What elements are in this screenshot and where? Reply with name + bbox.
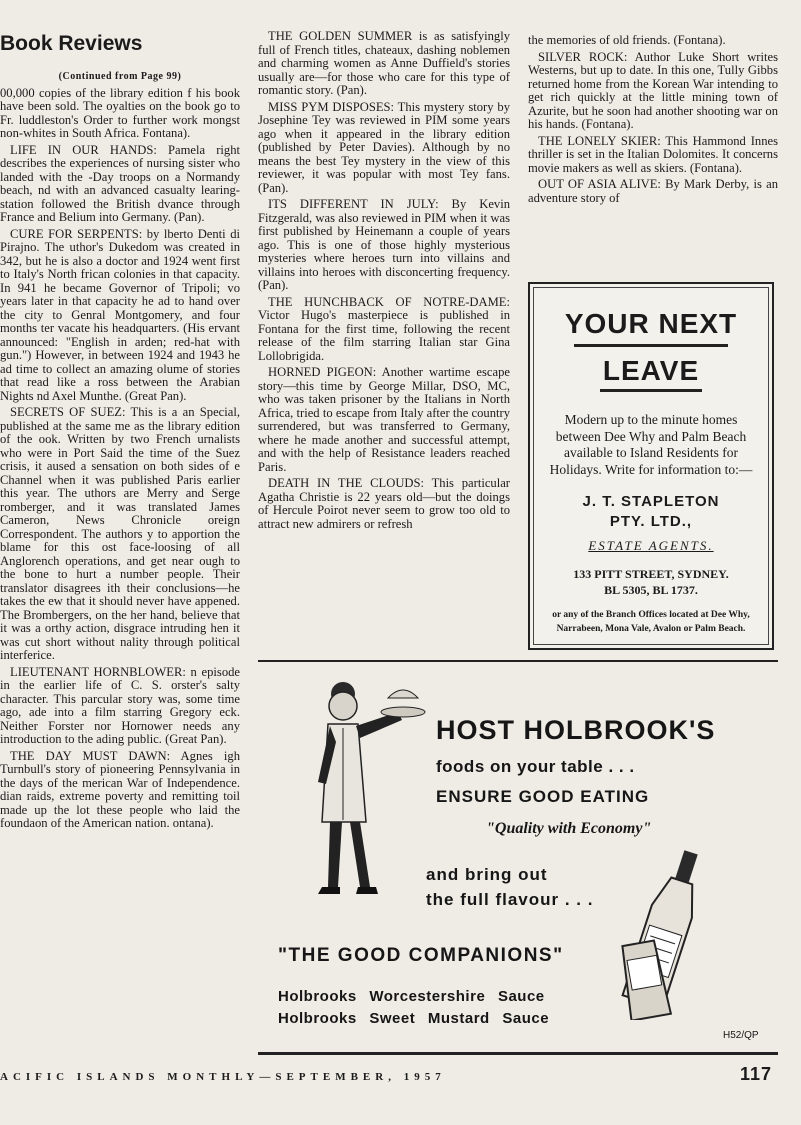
ad-company bbox=[530, 492, 772, 532]
review-paragraph: DEATH IN THE CLOUDS: This particular Agatha Christie is 22 years old—but the doings of Hercule Poirot never seem to grow too old to attract new admirers or refresh bbox=[258, 476, 510, 531]
ad-rule bbox=[574, 344, 728, 347]
waiter-illustration bbox=[308, 672, 438, 912]
review-paragraph: MISS PYM DISPOSES: This mystery story by Josephine Tey was reviewed in PIM some years ago when it appeared in the library edition (published by Peter Davies). Although by no means the best Tey mystery in the view of this reviewer, it was popular with most Tey fans. (Pan). bbox=[258, 99, 510, 195]
ad-agents: ESTATE AGENTS. bbox=[588, 538, 714, 553]
ad-branches: or any of the Branch Offices located at Dee Why, Narrabeen, Mona Vale, Avalon or Palm Beach. bbox=[552, 610, 750, 634]
ad-rule bbox=[600, 389, 702, 392]
ad-street: 133 PITT STREET, SYDNEY. bbox=[573, 567, 729, 581]
review-paragraph: the memories of old friends. (Fontana). bbox=[528, 33, 726, 47]
review-column-2 bbox=[258, 30, 510, 534]
review-paragraph: THE DAY MUST DAWN: Agnes igh Turnbull's story of pioneering Pennsylvania in the days of the merican War of Independence. dian raids, extreme poverty and remitting toil made up the lot these people who laid the foundaon of the American nation. ontana). bbox=[0, 748, 240, 830]
review-paragraph: THE GOLDEN SUMMER is as satisfyingly full of French titles, chateaux, dashing noblemen and charming women as Anne Duffield's stories usually are—for those who care for this type of romantic story. (Pan). bbox=[258, 29, 510, 97]
holbrook-companions: "THE GOOD COMPANIONS" bbox=[278, 945, 564, 966]
holbrook-title: HOST HOLBROOK'S bbox=[436, 715, 716, 745]
review-paragraph: SECRETS OF SUEZ: This is a an Special, published at the same me as the library edition of the ook. Written by two French urnalists who were in Port Said the time of the Suez crisis, it aused a sensation on both sides of e Channel when it was published Paris earlier this year. The uthors are Merry and Serge romberger, and it was translated James Cameron, News Chronicle oreign Correspondent. The authors y to apportion the blame for this ost face-loosing of all Anglorench operations, and get near ough to the bone to hurt a number people. Their translator disagrees ith their conclusions—he takes the ew that it should never have appened. The Brombergers, on the her hand, believe that it was a orthy action, disgrace intruding hen it was cut short without nality through political interferice. bbox=[0, 405, 240, 662]
review-paragraph: LIEUTENANT HORNBLOWER: n episode in the earlier life of C. S. orster's salty character. This parcular story was, some time ago, ade into a film starring Gregory eck. Neither Forster nor Hornower needs any introduction to the ading public. (Great Pan). bbox=[0, 664, 240, 746]
page-number: 117 bbox=[740, 1064, 773, 1084]
sauce-bottles-illustration bbox=[620, 845, 740, 1020]
publication-line: ACIFIC ISLANDS MONTHLY—SEPTEMBER, 1957 bbox=[0, 1071, 446, 1083]
holbrook-product: Holbrooks Sweet Mustard Sauce bbox=[278, 1010, 550, 1027]
ad-company-name: J. T. STAPLETON bbox=[582, 493, 720, 510]
review-paragraph: THE HUNCHBACK OF NOTRE-DAME: Victor Hugo's masterpiece is published in Fontana for the first time, following the recent release of the film starring Italian star Gina Lollobrigida. bbox=[258, 294, 510, 363]
ad-company-suffix: PTY. LTD., bbox=[609, 513, 693, 530]
review-paragraph: 00,000 copies of the library edition f his book have been sold. The oyalties on the book go to Fr. luddleston's Order to further work mongst non-whites in South Africa. Fontana). bbox=[0, 85, 240, 140]
review-paragraph: SILVER ROCK: Author Luke Short writes Westerns, but up to date. In this one, Tully Gibbs returned home from the Korean War intending to get rich quickly at the little mining town of Azurite, but he soon had another shooting war on his hands. (Fontana). bbox=[528, 49, 778, 131]
holbrook-line: the full flavour . . . bbox=[426, 890, 594, 909]
ad-body: Modern up to the minute homes between Dee Why and Palm Beach available to Island Residents for Holidays. Write for information to:— bbox=[549, 412, 753, 477]
holbrook-code: H52/QP bbox=[723, 1030, 759, 1041]
review-paragraph: THE LONELY SKIER: This Hammond Innes thriller is set in the Italian Dolomites. It concerns movie makers as well as skiers. (Fontana). bbox=[528, 133, 778, 175]
review-paragraph: HORNED PIGEON: Another wartime escape story—this time by George Millar, DSO, MC, who was taken prisoner by the Italians in North Africa, tried to escape from Italy after the country surrendered, but was transferred to Germany, where he made another and successful attempt, and with the help of Resistance leaders reached Paris. bbox=[258, 365, 510, 474]
ad-rule bbox=[258, 1052, 778, 1055]
review-column-3 bbox=[528, 34, 778, 208]
ad-address bbox=[530, 566, 772, 598]
review-paragraph: ITS DIFFERENT IN JULY: By Kevin Fitzgerald, was also reviewed in PIM when it was first published by Heinemann a couple of years ago. This is one of those highly mysterious mysteries where heroes turn into villains and villains into heroes with disconcerting frequency. (Pan). bbox=[258, 197, 510, 292]
review-paragraph: CURE FOR SERPENTS: by lberto Denti di Pirajno. The uthor's Dukedom was created in 342, but he is also a doctor and 1924 went first to Italy's North frican colonies in that capacity. In 941 he became Governor of Tripoli; vo years later in that capacity he ad to hand over the city to Genral Montgomery, and four months ter vacate his headquarters. (His ervant announced: "English in arden; red-hat with gun.") However, in between 1924 and 1943 he ad time to collect an amazing olume of stories that read like a ross between the Arabian Nights nd Axel Munthe. (Great Pan). bbox=[0, 226, 240, 403]
review-paragraph: LIFE IN OUR HANDS: Pamela right describes the experiences of nursing sister who landed with the -Day troops on a Normandy beach, nd with an advanced casualty learing-station followed the British dvance through France and Belium into Germany. (Pan). bbox=[0, 142, 240, 224]
ad-headline-2: LEAVE bbox=[602, 355, 700, 386]
ad-headline-1: YOUR NEXT bbox=[564, 308, 738, 339]
review-paragraph: OUT OF ASIA ALIVE: By Mark Derby, is an adventure story of bbox=[528, 177, 778, 205]
holbrook-product: Holbrooks Worcestershire Sauce bbox=[278, 988, 545, 1005]
continued-note: (Continued from Page 99) bbox=[58, 71, 182, 82]
stapleton-advertisement bbox=[528, 282, 774, 650]
holbrook-quote: "Quality with Economy" bbox=[486, 820, 652, 837]
review-column-1 bbox=[0, 32, 240, 834]
ad-rule bbox=[258, 660, 778, 662]
page-footer bbox=[0, 1064, 790, 1088]
ad-phone: BL 5305, BL 1737. bbox=[604, 583, 698, 597]
section-title: Book Reviews bbox=[0, 32, 143, 55]
holbrook-line: and bring out bbox=[426, 865, 548, 884]
holbrook-line: ENSURE GOOD EATING bbox=[436, 787, 650, 806]
holbrook-advertisement bbox=[258, 660, 778, 1055]
holbrook-line: foods on your table . . . bbox=[436, 757, 635, 776]
